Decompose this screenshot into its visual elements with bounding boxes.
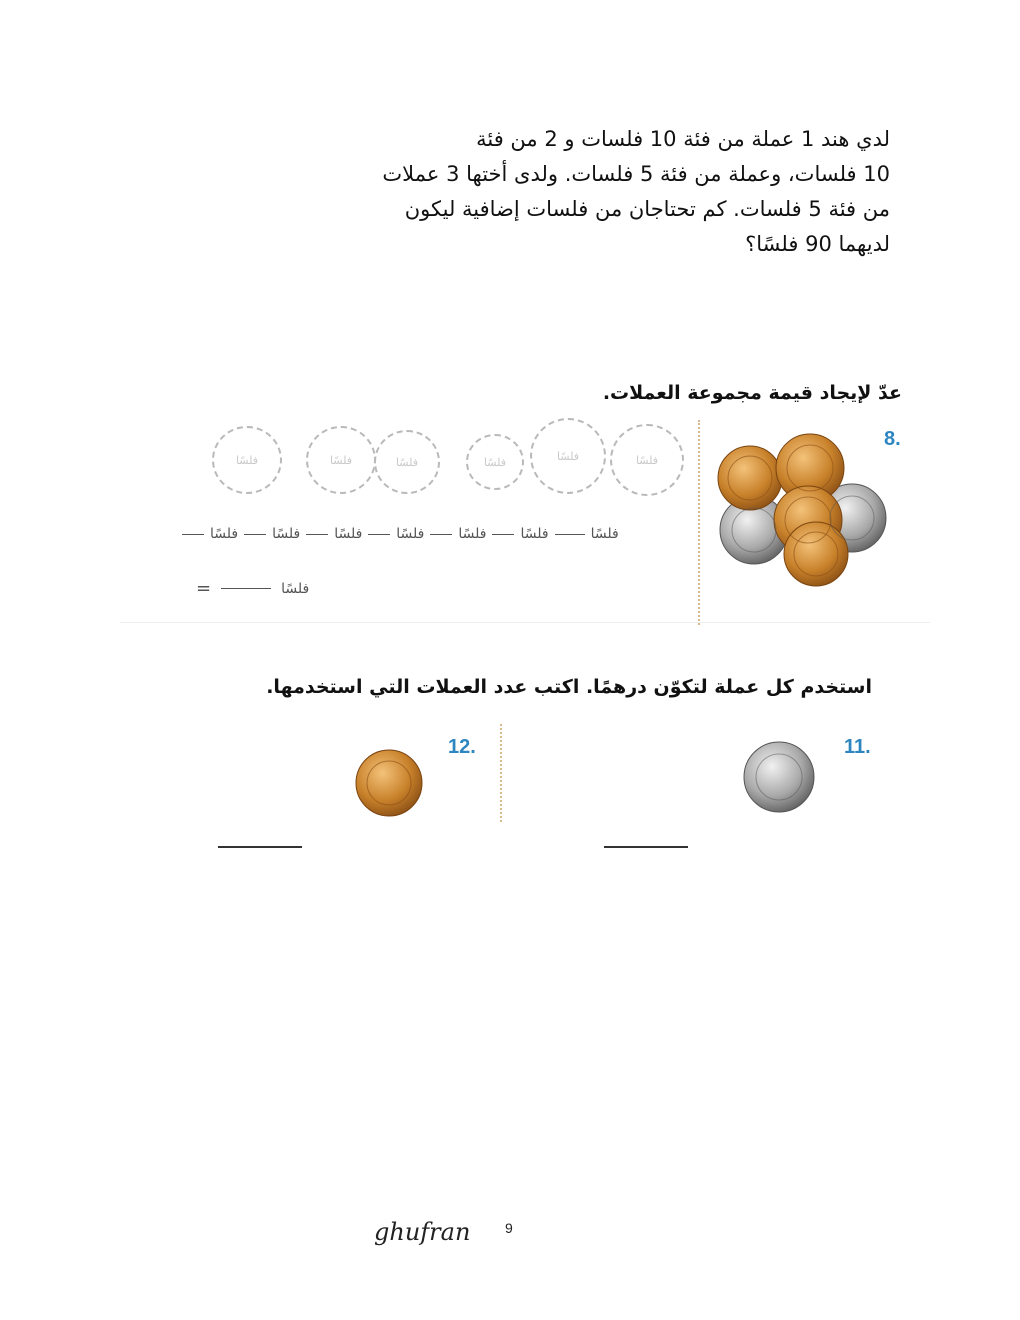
section2-heading: استخدم كل عملة لتكوّن درهمًا. اكتب عدد العملات التي استخدمها. [266,676,872,698]
gold-coin-icon [354,748,424,818]
question-12-number: 12. [448,736,476,758]
word-problem [155,122,890,262]
sum-unit: فلسًا [590,526,619,542]
problem-line: لديهما 90 فلسًا؟ [745,232,890,256]
coin-circle: فلسًا [306,426,376,494]
vertical-divider [500,724,502,822]
section-separator [120,622,930,623]
coin-pile-image [712,430,892,590]
equals-sign: = [196,578,212,599]
sum-unit: فلسًا [520,526,549,542]
coin-circle: فلسًا [530,418,606,494]
sum-unit: فلسًا [272,526,301,542]
coin-circle: فلسًا [610,424,684,496]
problem-line: 10 فلسات، وعملة من فئة 5 فلسات. ولدى أختها 3 عملات [382,162,890,186]
sum-unit: فلسًا [396,526,425,542]
section1-heading: عدّ لإيجاد قيمة مجموعة العملات. [602,382,902,404]
silver-coin-icon [742,740,816,814]
answer-line-12[interactable] [218,846,302,848]
answer-line-11[interactable] [604,846,688,848]
question-8-number: 8. [884,428,901,450]
total-unit: فلسًا [281,580,310,597]
sum-row [182,526,682,542]
problem-line: لدي هند 1 عملة من فئة 10 فلسات و 2 من فئة [476,127,890,151]
vertical-divider [698,420,700,625]
sum-unit: فلسًا [210,526,239,542]
sum-unit: فلسًا [334,526,363,542]
total-row [196,578,309,599]
page-number: 9 [505,1220,513,1236]
problem-line: من فئة 5 فلسات. كم تحتاجان من فلسات إضافية ليكون [404,197,890,221]
coin-circle: فلسًا [374,430,440,494]
coin-circle: فلسًا [466,434,524,490]
sum-unit: فلسًا [458,526,487,542]
question-11-number: 11. [844,736,871,758]
total-blank[interactable] [221,588,271,589]
coin-circle: فلسًا [212,426,282,494]
signature: ghufran [374,1218,471,1246]
